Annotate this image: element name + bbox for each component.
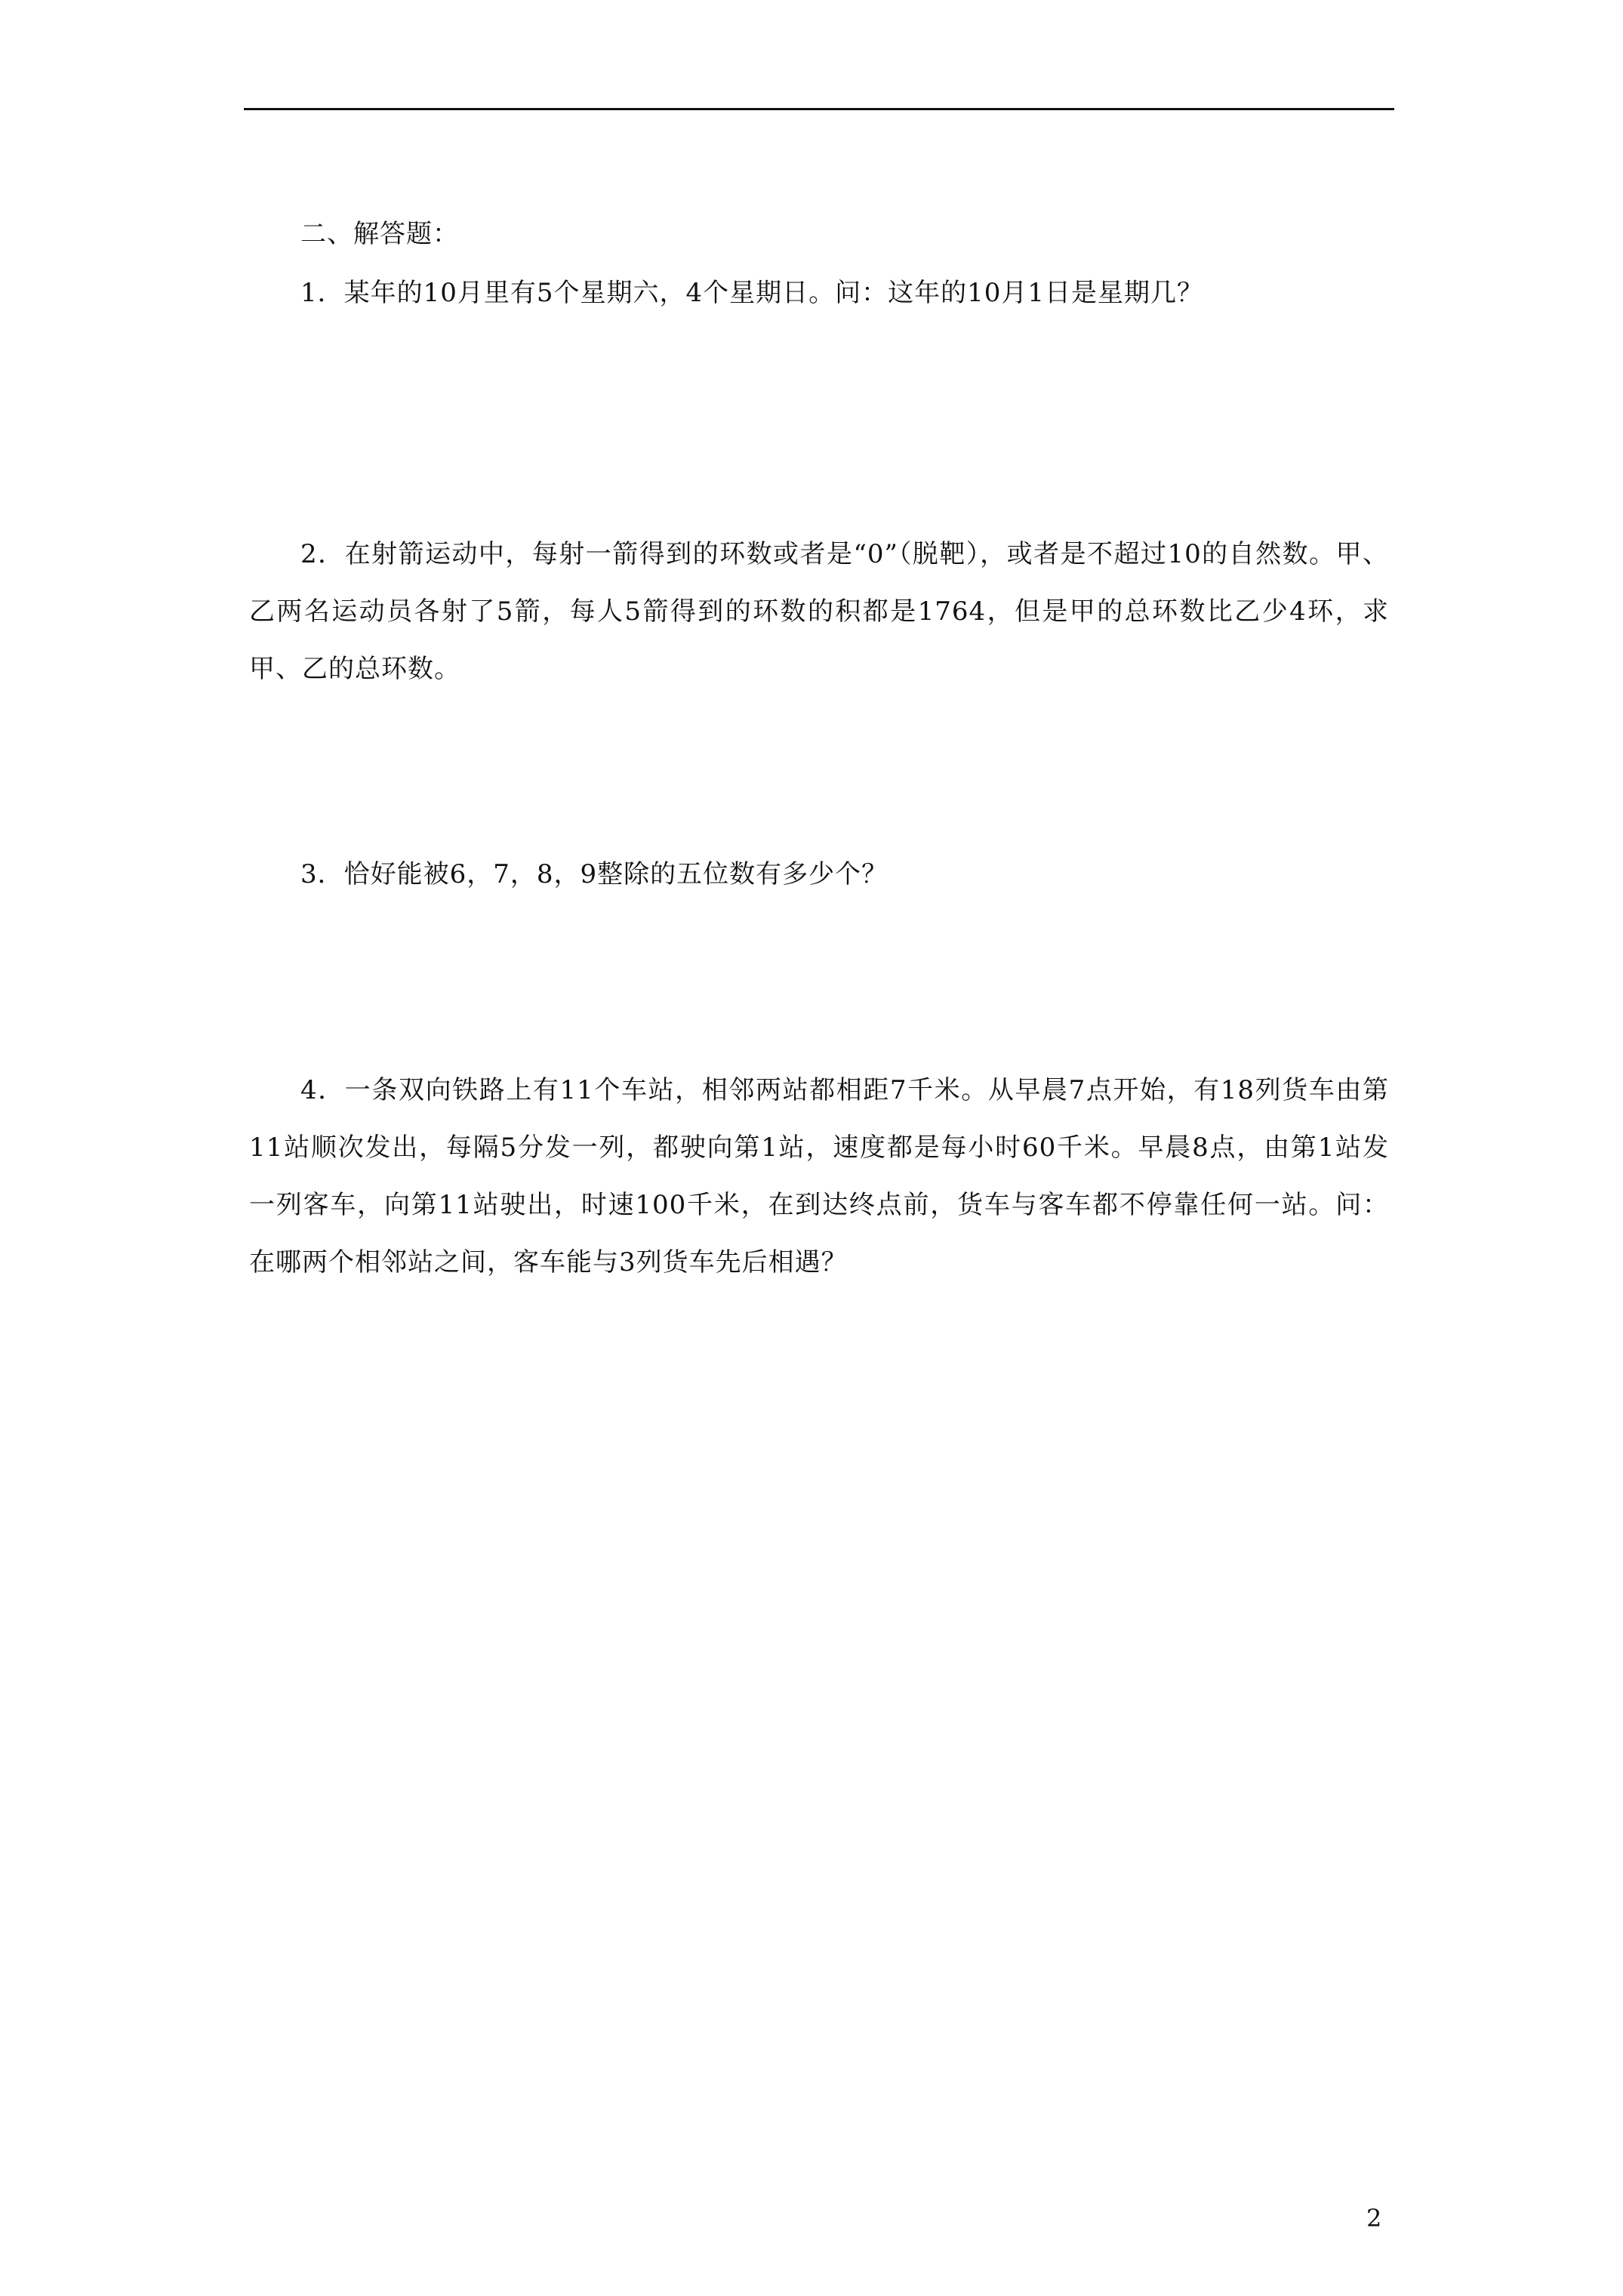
page-number: 2 <box>1366 2204 1382 2233</box>
question-1: 1．某年的10月里有5个星期六，4个星期日。问：这年的10月1日是星期几？ <box>300 278 1204 308</box>
section-heading: 二、解答题： <box>300 219 459 249</box>
question-4: 4．一条双向铁路上有11个车站，相邻两站都相距7千米。从早晨7点开始，有18列货车由第11站顺次发出，每隔5分发一列，都驶向第1站，速度都是每小时60千米。早晨8点，由第1站发一列客车，向第11站驶出，时速100千米，在到达终点前，货车与客车都不停靠任何一站。问：在哪两个相邻站之间，客车能与3列货车先后相遇？ <box>249 1075 1389 1277</box>
question-2: 2．在射箭运动中，每射一箭得到的环数或者是“0”（脱靶），或者是不超过10的自然数。甲、乙两名运动员各射了5箭，每人5箭得到的环数的积都是1764，但是甲的总环数比乙少4环，求甲、乙的总环数。 <box>249 539 1389 684</box>
header-rule <box>244 108 1394 110</box>
question-3: 3．恰好能被6，7，8，9整除的五位数有多少个？ <box>300 859 888 889</box>
